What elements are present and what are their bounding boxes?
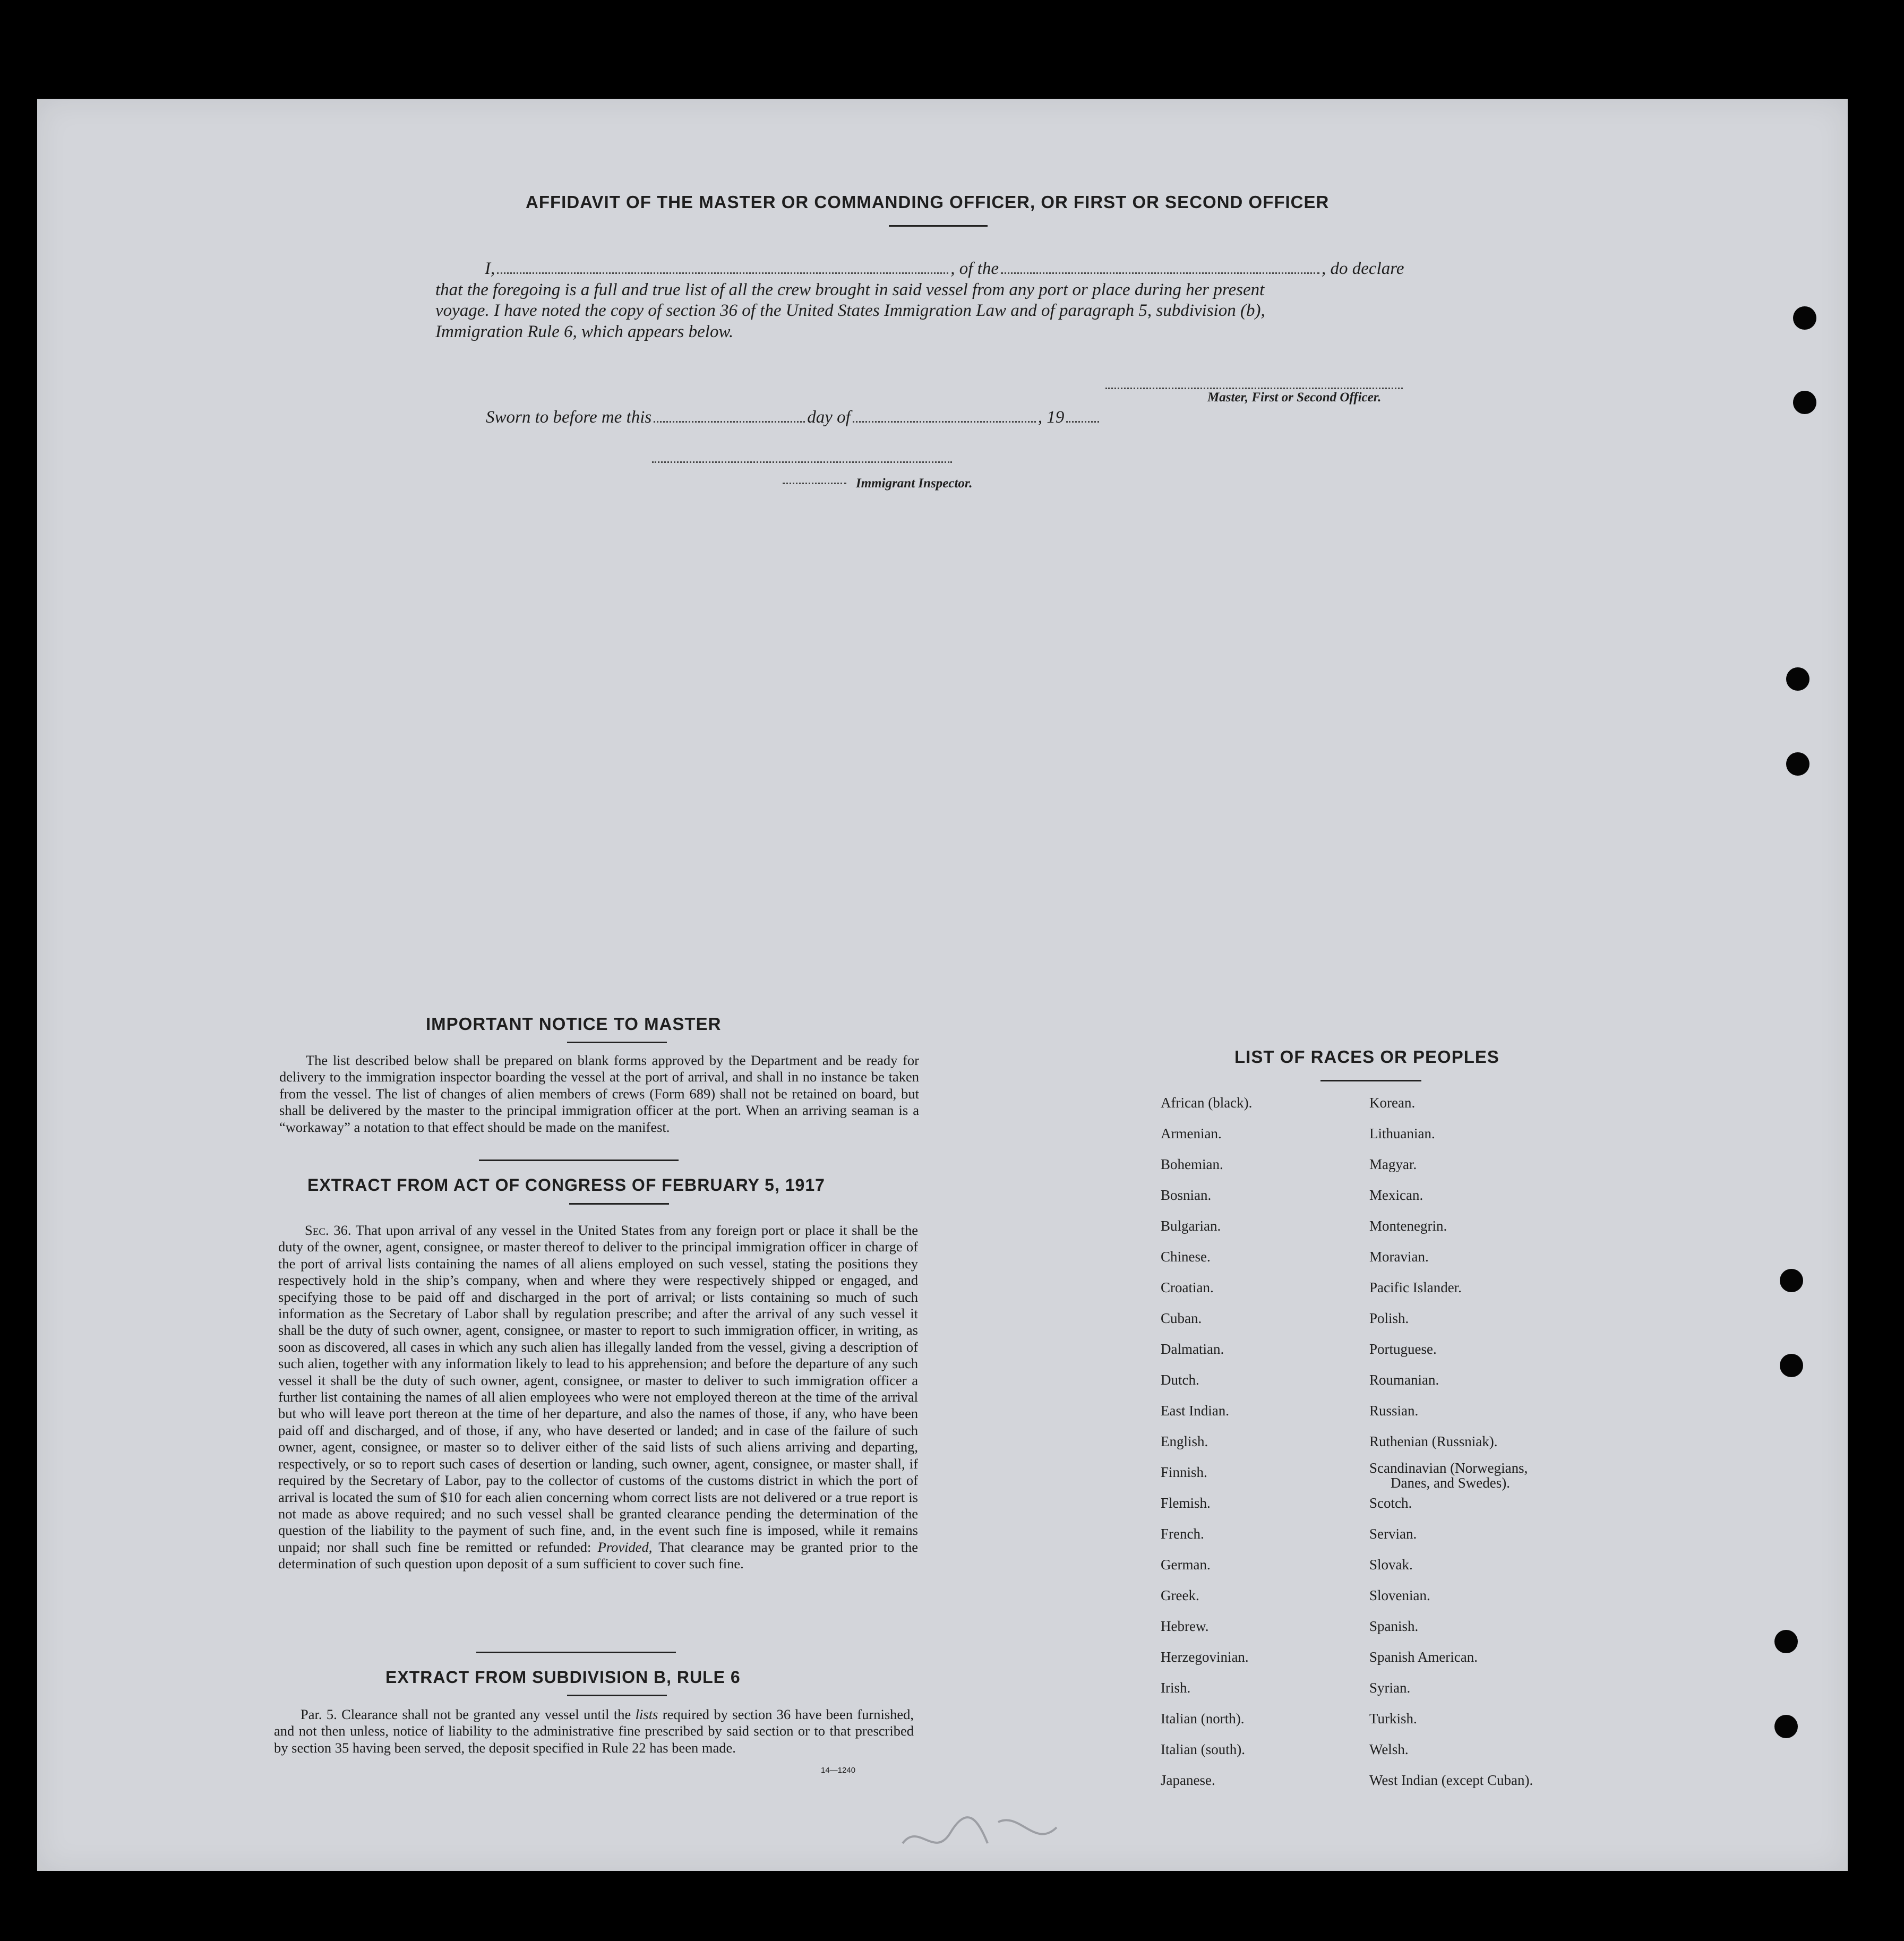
race-item: Armenian. <box>1161 1126 1222 1141</box>
lists-word: lists <box>635 1706 658 1722</box>
race-item: Polish. <box>1369 1310 1409 1326</box>
provided-label: Provided, <box>597 1539 653 1555</box>
race-item: Cuban. <box>1161 1310 1202 1326</box>
punch-hole <box>1780 1269 1803 1292</box>
race-item: Slovenian. <box>1369 1587 1430 1603</box>
race-item: French. <box>1161 1526 1204 1542</box>
race-item: Flemish. <box>1161 1495 1211 1511</box>
sworn-text: , 19 <box>1037 408 1065 427</box>
sworn-line <box>486 408 1101 427</box>
inspector-signature-line-short <box>783 483 846 484</box>
race-item: Italian (south). <box>1161 1741 1245 1757</box>
affidavit-line-4: Immigration Rule 6, which appears below. <box>435 322 734 341</box>
rule-title: EXTRACT FROM SUBDIVISION B, RULE 6 <box>385 1668 741 1687</box>
signer-caption: Master, First or Second Officer. <box>1207 390 1382 405</box>
affidavit-text: I, <box>485 259 495 278</box>
race-item: Slovak. <box>1369 1557 1413 1573</box>
race-item: Irish. <box>1161 1680 1191 1696</box>
race-item: Herzegovinian. <box>1161 1649 1249 1665</box>
notice-body <box>279 1052 919 1136</box>
sworn-text: day of <box>807 408 851 427</box>
race-item: Turkish. <box>1369 1711 1417 1727</box>
notice-paragraph: The list described below shall be prepared on blank forms approved by the Department and be ready for delivery to the immigration inspector boarding the vessel at the port of arrival, and shall in no instance be taken from the vessel. The list of changes of alien members of crews (Form 689) shall not be retained on board, but shall be delivered by the master to the principal immigration officer at the port. When an arriving seaman is a “workaway” a notation to that effect should be made on the manifest. <box>279 1052 919 1135</box>
race-item: Korean. <box>1369 1095 1416 1111</box>
race-item: Syrian. <box>1369 1680 1411 1696</box>
sworn-month-field[interactable] <box>853 420 1036 423</box>
race-item: Chinese. <box>1161 1249 1211 1265</box>
act-text-end: That clearance may be granted prior to the determination of such question upon deposit of a sum sufficient to cover such fine. <box>278 1539 918 1572</box>
sworn-day-field[interactable] <box>654 420 805 423</box>
rule-body <box>274 1706 914 1756</box>
rule-text-end: required by section 36 have been furnished, and not then unless, notice of liability to the administrative fine prescribed by said section or to that prescribed by section 35 having been served, the deposit specified in Rule 22 has been made. <box>274 1706 914 1756</box>
race-item: East Indian. <box>1161 1403 1229 1419</box>
punch-hole <box>1793 306 1816 330</box>
race-item: Moravian. <box>1369 1249 1429 1265</box>
punch-hole <box>1786 667 1809 691</box>
form-number: 14—1240 <box>821 1766 856 1775</box>
divider <box>476 1652 676 1653</box>
race-item: Croatian. <box>1161 1279 1214 1295</box>
document-page <box>37 99 1848 1871</box>
punch-hole <box>1774 1715 1798 1738</box>
race-item: African (black). <box>1161 1095 1253 1111</box>
act-text: That upon arrival of any vessel in the United States from any foreign port or place it shall be the duty of the owner, agent, consignee, or master thereof to deliver to the principal immigration officer in charge of the port of arrival lists containing the names of all aliens employed on such vessel, stating the positions they respectively hold in the ship’s company, when and where they were respectively shipped or engaged, and specifying those to be paid off and discharged in the port of arrival; or lists containing so much of such information as the Secretary of Labor shall by regulation prescribe; and after the arrival of any such vessel it shall be the duty of such owner, agent, consignee, or master to report to such immigration officer, in writing, as soon as discovered, all cases in which any such alien has illegally landed from the vessel, giving a description of such alien, together with any information likely to lead to his apprehension; and before the departure of any such vessel it shall be the duty of such owner, agent, consignee, or master to deliver to such immigration officer a further list containing the names of all alien employees who were not employed thereon at the time of the arrival but who will leave port thereon at the time of her departure, and also the names of those, if any, who have been paid off and discharged, and of those, if any, who have deserted or landed; and in case of the failure of such owner, agent, consignee, or master so to deliver either of the said lists of such aliens arriving and departing, respectively, or so to report such cases of desertion or landing, such owner, agent, consignee, or master shall, if required by the Secretary of Labor, pay to the collector of customs of the customs district in which the port of arrival is located the sum of $10 for each alien concerning whom correct lists are not delivered or a true report is not made as above required; and no such vessel shall be granted clearance pending the determination of the question of the liability to the payment of such fine, and, in the event such fine is imposed, while it remains unpaid; nor shall such fine be remitted or refunded: <box>278 1222 918 1555</box>
name-field[interactable] <box>497 272 948 274</box>
sworn-text: Sworn to before me this <box>486 408 652 427</box>
race-item: Scandinavian (Norwegians, <box>1369 1460 1528 1476</box>
divider <box>479 1160 679 1161</box>
race-item: Italian (north). <box>1161 1711 1245 1727</box>
race-item: West Indian (except Cuban). <box>1369 1772 1533 1788</box>
affidavit-text: , do declare <box>1321 259 1404 278</box>
punch-hole <box>1786 752 1809 776</box>
race-item: Spanish. <box>1369 1618 1419 1634</box>
race-item: Hebrew. <box>1161 1618 1209 1634</box>
races-title: LIST OF RACES OR PEOPLES <box>1234 1047 1499 1067</box>
race-item: Russian. <box>1369 1403 1419 1419</box>
divider <box>889 225 988 227</box>
affidavit-line-2: that the foregoing is a full and true list of all the crew brought in said vessel from any port or place during her present <box>435 280 1265 299</box>
race-item: Magyar. <box>1369 1156 1417 1172</box>
race-item: Ruthenian (Russniak). <box>1369 1433 1498 1449</box>
inspector-caption: Immigrant Inspector. <box>856 476 973 491</box>
rule-text: Par. 5. Clearance shall not be granted any vessel until the <box>301 1706 631 1722</box>
race-item: Greek. <box>1161 1587 1199 1603</box>
race-item: Bosnian. <box>1161 1187 1212 1203</box>
race-item: Dalmatian. <box>1161 1341 1224 1357</box>
section-label: Sec. 36. <box>305 1222 351 1238</box>
race-item: Mexican. <box>1369 1187 1423 1203</box>
affidavit-title: AFFIDAVIT OF THE MASTER OR COMMANDING OFFICER, OR FIRST OR SECOND OFFICER <box>526 192 1330 212</box>
race-item: English. <box>1161 1433 1208 1449</box>
race-item: Servian. <box>1369 1526 1417 1542</box>
act-body <box>278 1222 918 1573</box>
race-item: Lithuanian. <box>1369 1126 1435 1141</box>
master-signature-line[interactable] <box>1105 388 1403 389</box>
divider <box>1320 1080 1421 1081</box>
rule-paragraph <box>274 1706 914 1756</box>
race-item: Roumanian. <box>1369 1372 1439 1388</box>
punch-hole <box>1780 1354 1803 1377</box>
punch-hole <box>1774 1630 1798 1653</box>
affidavit-text: , of the <box>950 259 999 278</box>
affidavit-line-1 <box>485 259 1404 279</box>
race-item-continuation: Danes, and Swedes). <box>1391 1475 1510 1491</box>
race-item: Japanese. <box>1161 1772 1215 1788</box>
act-paragraph <box>278 1222 918 1573</box>
sworn-year-field[interactable] <box>1066 420 1099 423</box>
divider <box>569 1203 669 1205</box>
race-item: Welsh. <box>1369 1741 1409 1757</box>
act-title: EXTRACT FROM ACT OF CONGRESS OF FEBRUARY 5, 1917 <box>307 1175 825 1195</box>
race-item: Dutch. <box>1161 1372 1199 1388</box>
race-item: Pacific Islander. <box>1369 1279 1462 1295</box>
race-item: Finnish. <box>1161 1464 1207 1480</box>
pencil-marks <box>897 1801 1067 1859</box>
divider <box>567 1042 667 1043</box>
race-item: Montenegrin. <box>1369 1218 1447 1234</box>
punch-hole <box>1793 391 1816 414</box>
race-item: Bulgarian. <box>1161 1218 1221 1234</box>
notice-title: IMPORTANT NOTICE TO MASTER <box>426 1014 722 1034</box>
inspector-signature-line[interactable] <box>652 461 952 463</box>
race-item: Bohemian. <box>1161 1156 1223 1172</box>
divider <box>567 1695 667 1696</box>
race-item: Spanish American. <box>1369 1649 1478 1665</box>
race-item: German. <box>1161 1557 1211 1573</box>
race-item: Portuguese. <box>1369 1341 1437 1357</box>
affidavit-line-3: voyage. I have noted the copy of section 36 of the United States Immigration Law and of paragraph 5, subdivision (b), <box>435 301 1265 320</box>
vessel-field[interactable] <box>1001 272 1319 274</box>
race-item: Scotch. <box>1369 1495 1412 1511</box>
